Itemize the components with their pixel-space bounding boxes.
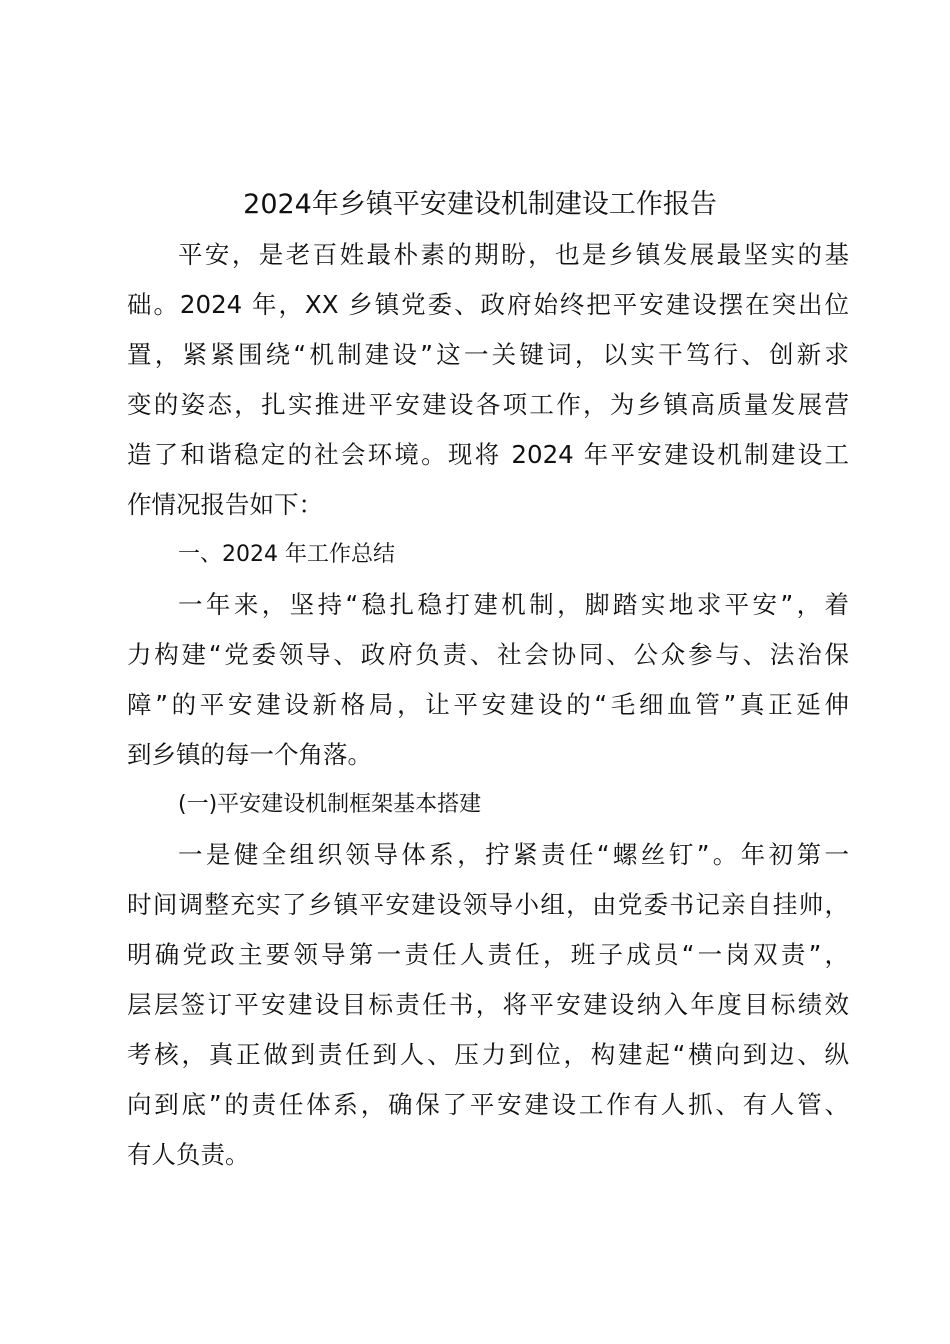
- subsection-line: 一是健全组织领导体系，拧紧责任“螺丝钉”。年初第一: [178, 840, 849, 869]
- subsection-line: 考核，真正做到责任到人、压力到位，构建起“横向到边、纵: [127, 1040, 849, 1069]
- subsection-line: 明确党政主要领导第一责任人责任，班子成员“一岗双责”，: [127, 940, 849, 969]
- subsection-heading: (一)平安建设机制框架基本搭建: [178, 792, 482, 817]
- document-body: [127, 230, 849, 1180]
- subsection-line: 有人负责。: [127, 1140, 250, 1169]
- subsection-line: 时间调整充实了乡镇平安建设领导小组，由党委书记亲自挂帅，: [127, 890, 849, 919]
- section-line: 到乡镇的每一个角落。: [127, 740, 372, 769]
- intro-line: 置，紧紧围绕“机制建设”这一关键词，以实干笃行、创新求: [127, 340, 849, 369]
- section-paragraph: [127, 580, 849, 780]
- section-line: 障”的平安建设新格局，让平安建设的“毛细血管”真正延伸: [127, 690, 849, 719]
- intro-line: 础。2024 年，XX 乡镇党委、政府始终把平安建设摆在突出位: [127, 290, 849, 319]
- intro-line: 平安，是老百姓最朴素的期盼，也是乡镇发展最坚实的基: [178, 240, 849, 269]
- intro-line: 变的姿态，扎实推进平安建设各项工作，为乡镇高质量发展营: [127, 390, 849, 419]
- intro-paragraph: [127, 230, 849, 530]
- subsection-paragraph: [127, 830, 849, 1180]
- section-line: 力构建“党委领导、政府负责、社会协同、公众参与、法治保: [127, 640, 849, 669]
- intro-line: 作情况报告如下：: [127, 490, 323, 519]
- subsection-line: 向到底”的责任体系，确保了平安建设工作有人抓、有人管、: [127, 1090, 849, 1119]
- subsection-line: 层层签订平安建设目标责任书，将平安建设纳入年度目标绩效: [127, 990, 849, 1019]
- section-heading: 一、2024 年工作总结: [178, 542, 395, 567]
- section-line: 一年来，坚持“稳扎稳打建机制，脚踏实地求平安”，着: [178, 590, 849, 619]
- document-title: 2024年乡镇平安建设机制建设工作报告: [243, 189, 717, 220]
- intro-line: 造了和谐稳定的社会环境。现将 2024 年平安建设机制建设工: [127, 440, 849, 469]
